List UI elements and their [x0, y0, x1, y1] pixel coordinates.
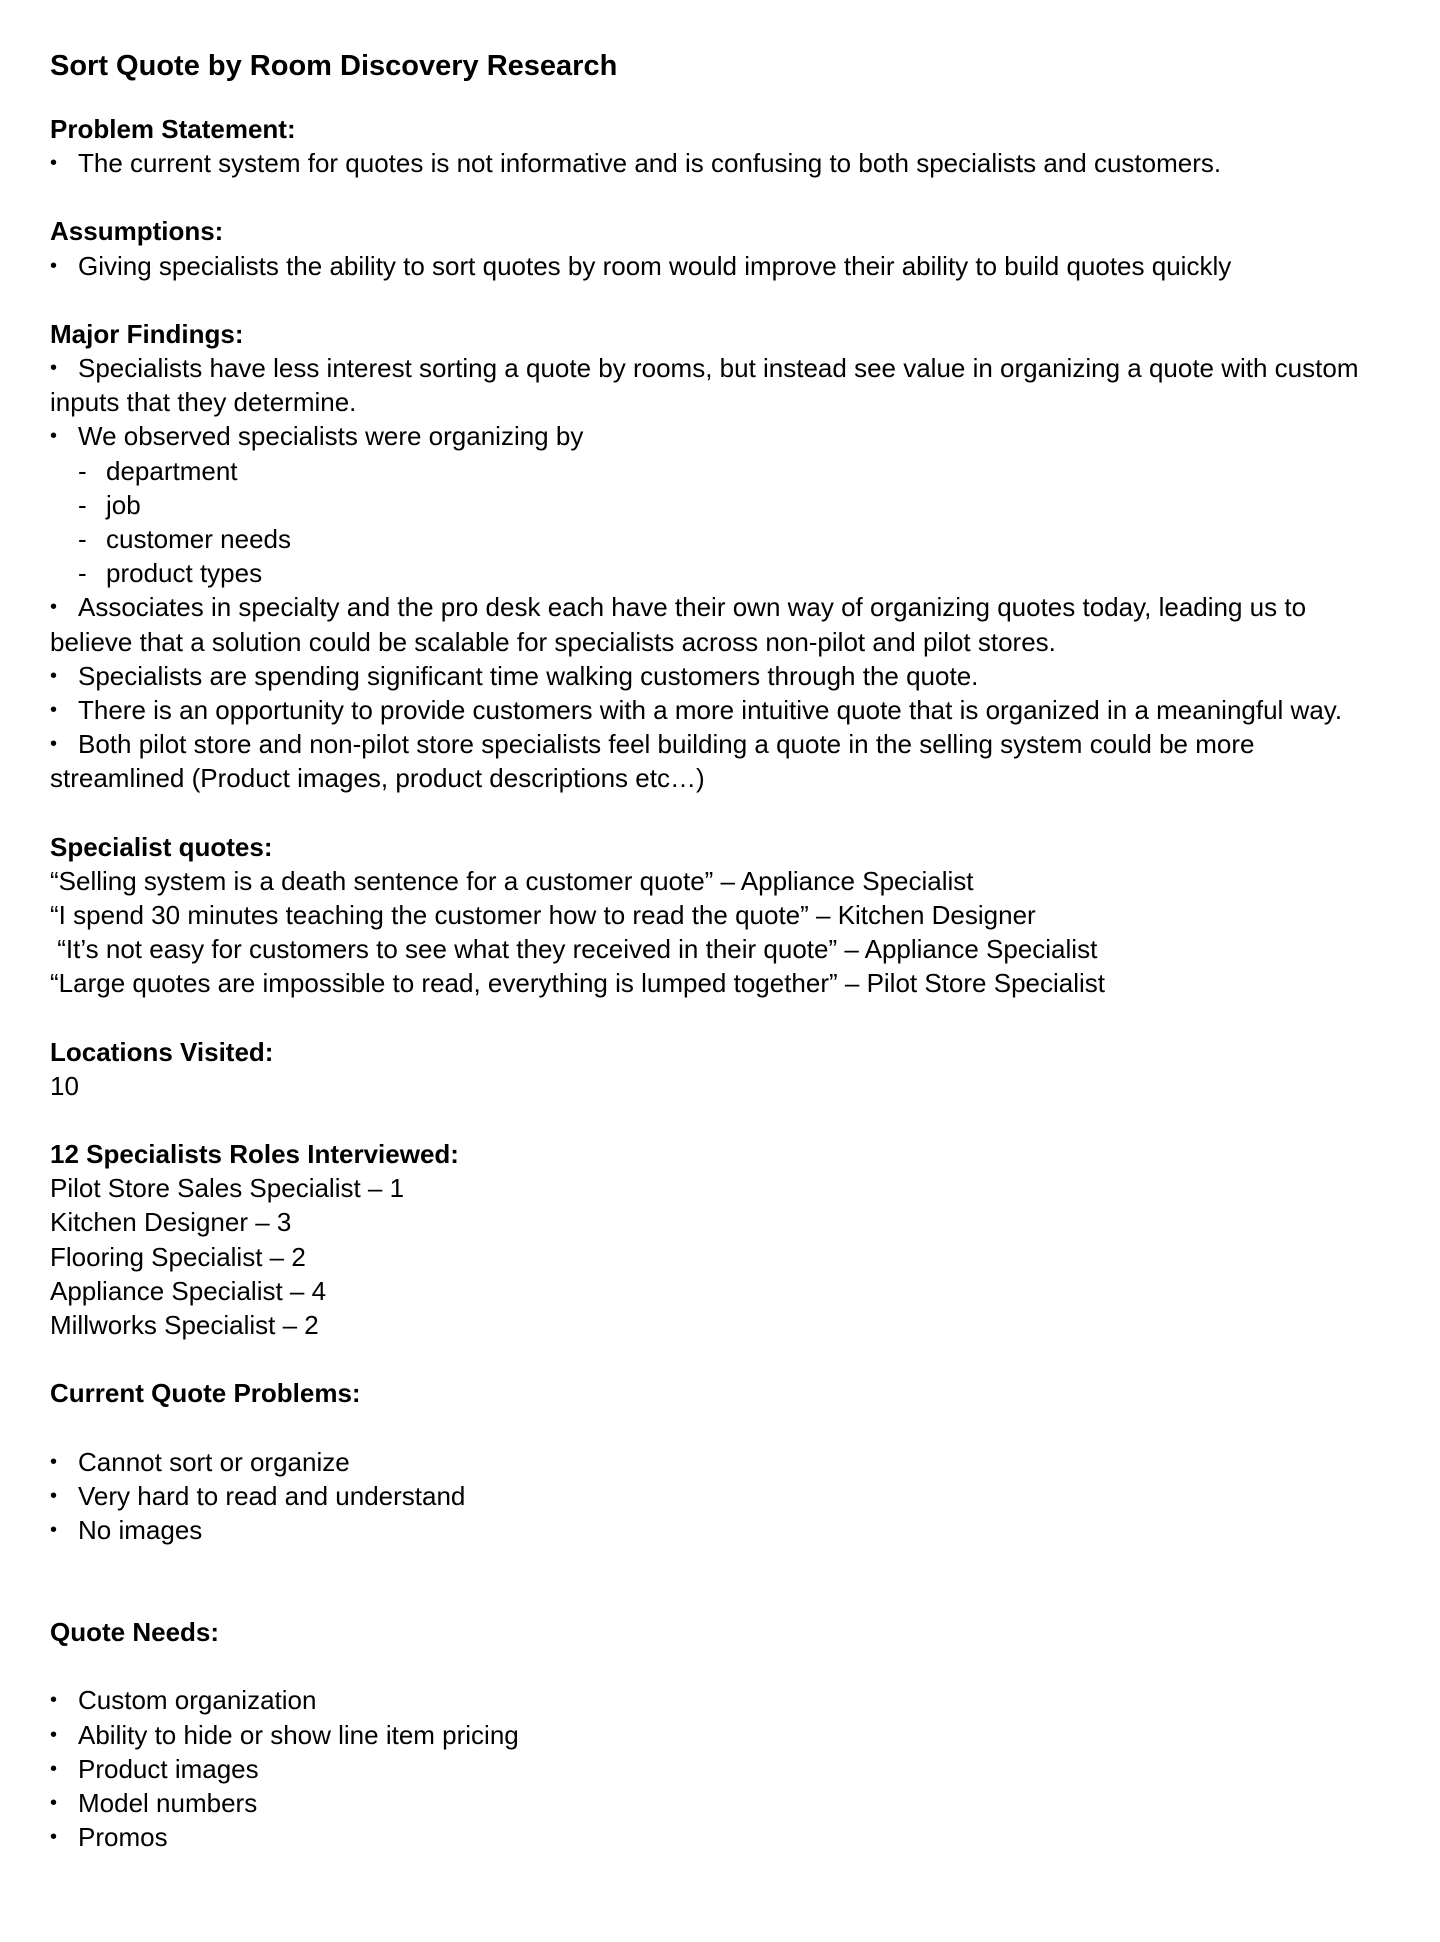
assumptions-heading: Assumptions: — [50, 216, 224, 247]
quote-line: “Large quotes are impossible to read, everything is lumped together” – Pilot Store Specialist — [50, 968, 1106, 999]
list-item: • Model numbers — [50, 1786, 1390, 1820]
list-item: • There is an opportunity to provide customers with a more intuitive quote that is organized in a meaningful way. — [50, 693, 1390, 727]
list-item: • Very hard to read and understand — [50, 1479, 1390, 1513]
list-item: • The current system for quotes is not informative and is confusing to both specialists and customers. — [50, 146, 1390, 180]
quote-line: “I spend 30 minutes teaching the customer how to read the quote” – Kitchen Designer — [50, 900, 1036, 931]
quote-line: “It’s not easy for customers to see what they received in their quote” – Appliance Specialist — [50, 934, 1098, 965]
quote-needs-section — [50, 1615, 1390, 1854]
locations-heading: Locations Visited: — [50, 1036, 274, 1067]
specialist-quotes-heading: Specialist quotes: — [50, 831, 273, 862]
problem-statement-heading: Problem Statement: — [50, 114, 296, 144]
list-item: • Both pilot store and non-pilot store specialists feel building a quote in the selling system could be more streamlined (Product images, product descriptions etc…) — [50, 727, 1390, 795]
role-line: Kitchen Designer – 3 — [50, 1207, 292, 1238]
list-item: • Custom organization — [50, 1683, 1390, 1717]
assumptions-section — [50, 214, 1390, 282]
specialist-quotes-section — [50, 830, 1390, 1001]
list-item: • Cannot sort or organize — [50, 1445, 1390, 1479]
list-item: • We observed specialists were organizing by — [50, 419, 1390, 453]
sub-list-item: - customer needs — [50, 522, 1390, 556]
current-problems-heading: Current Quote Problems: — [50, 1378, 361, 1409]
list-item: • Specialists are spending significant time walking customers through the quote. — [50, 659, 1390, 693]
current-problems-section — [50, 1376, 1390, 1547]
quote-needs-heading: Quote Needs: — [50, 1617, 220, 1648]
role-line: Millworks Specialist – 2 — [50, 1310, 319, 1341]
sub-list-item: - department — [50, 454, 1390, 488]
list-item: • Giving specialists the ability to sort quotes by room would improve their ability to build quotes quickly — [50, 249, 1390, 283]
role-line: Flooring Specialist – 2 — [50, 1241, 306, 1272]
roles-heading: 12 Specialists Roles Interviewed: — [50, 1139, 459, 1170]
list-item: • Product images — [50, 1752, 1390, 1786]
problem-statement-section — [50, 112, 1390, 180]
list-item: • Ability to hide or show line item pricing — [50, 1718, 1390, 1752]
quote-line: “Selling system is a death sentence for a customer quote” – Appliance Specialist — [50, 865, 974, 896]
sub-list-item: - product types — [50, 556, 1390, 590]
roles-section — [50, 1137, 1390, 1342]
locations-section — [50, 1035, 1390, 1103]
list-item: • Specialists have less interest sorting a quote by rooms, but instead see value in organizing a quote with custom inputs that they determine. — [50, 351, 1390, 419]
list-item: • No images — [50, 1513, 1390, 1547]
list-item: • Associates in specialty and the pro desk each have their own way of organizing quotes today, leading us to believe that a solution could be scalable for specialists across non-pilot and pilot stores. — [50, 590, 1390, 658]
locations-value: 10 — [50, 1070, 79, 1101]
major-findings-heading: Major Findings: — [50, 318, 244, 349]
role-line: Appliance Specialist – 4 — [50, 1275, 327, 1306]
document-title: Sort Quote by Room Discovery Research — [50, 50, 618, 82]
major-findings-section — [50, 317, 1390, 796]
role-line: Pilot Store Sales Specialist – 1 — [50, 1173, 405, 1204]
sub-list-item: - job — [50, 488, 1390, 522]
list-item: • Promos — [50, 1820, 1390, 1854]
